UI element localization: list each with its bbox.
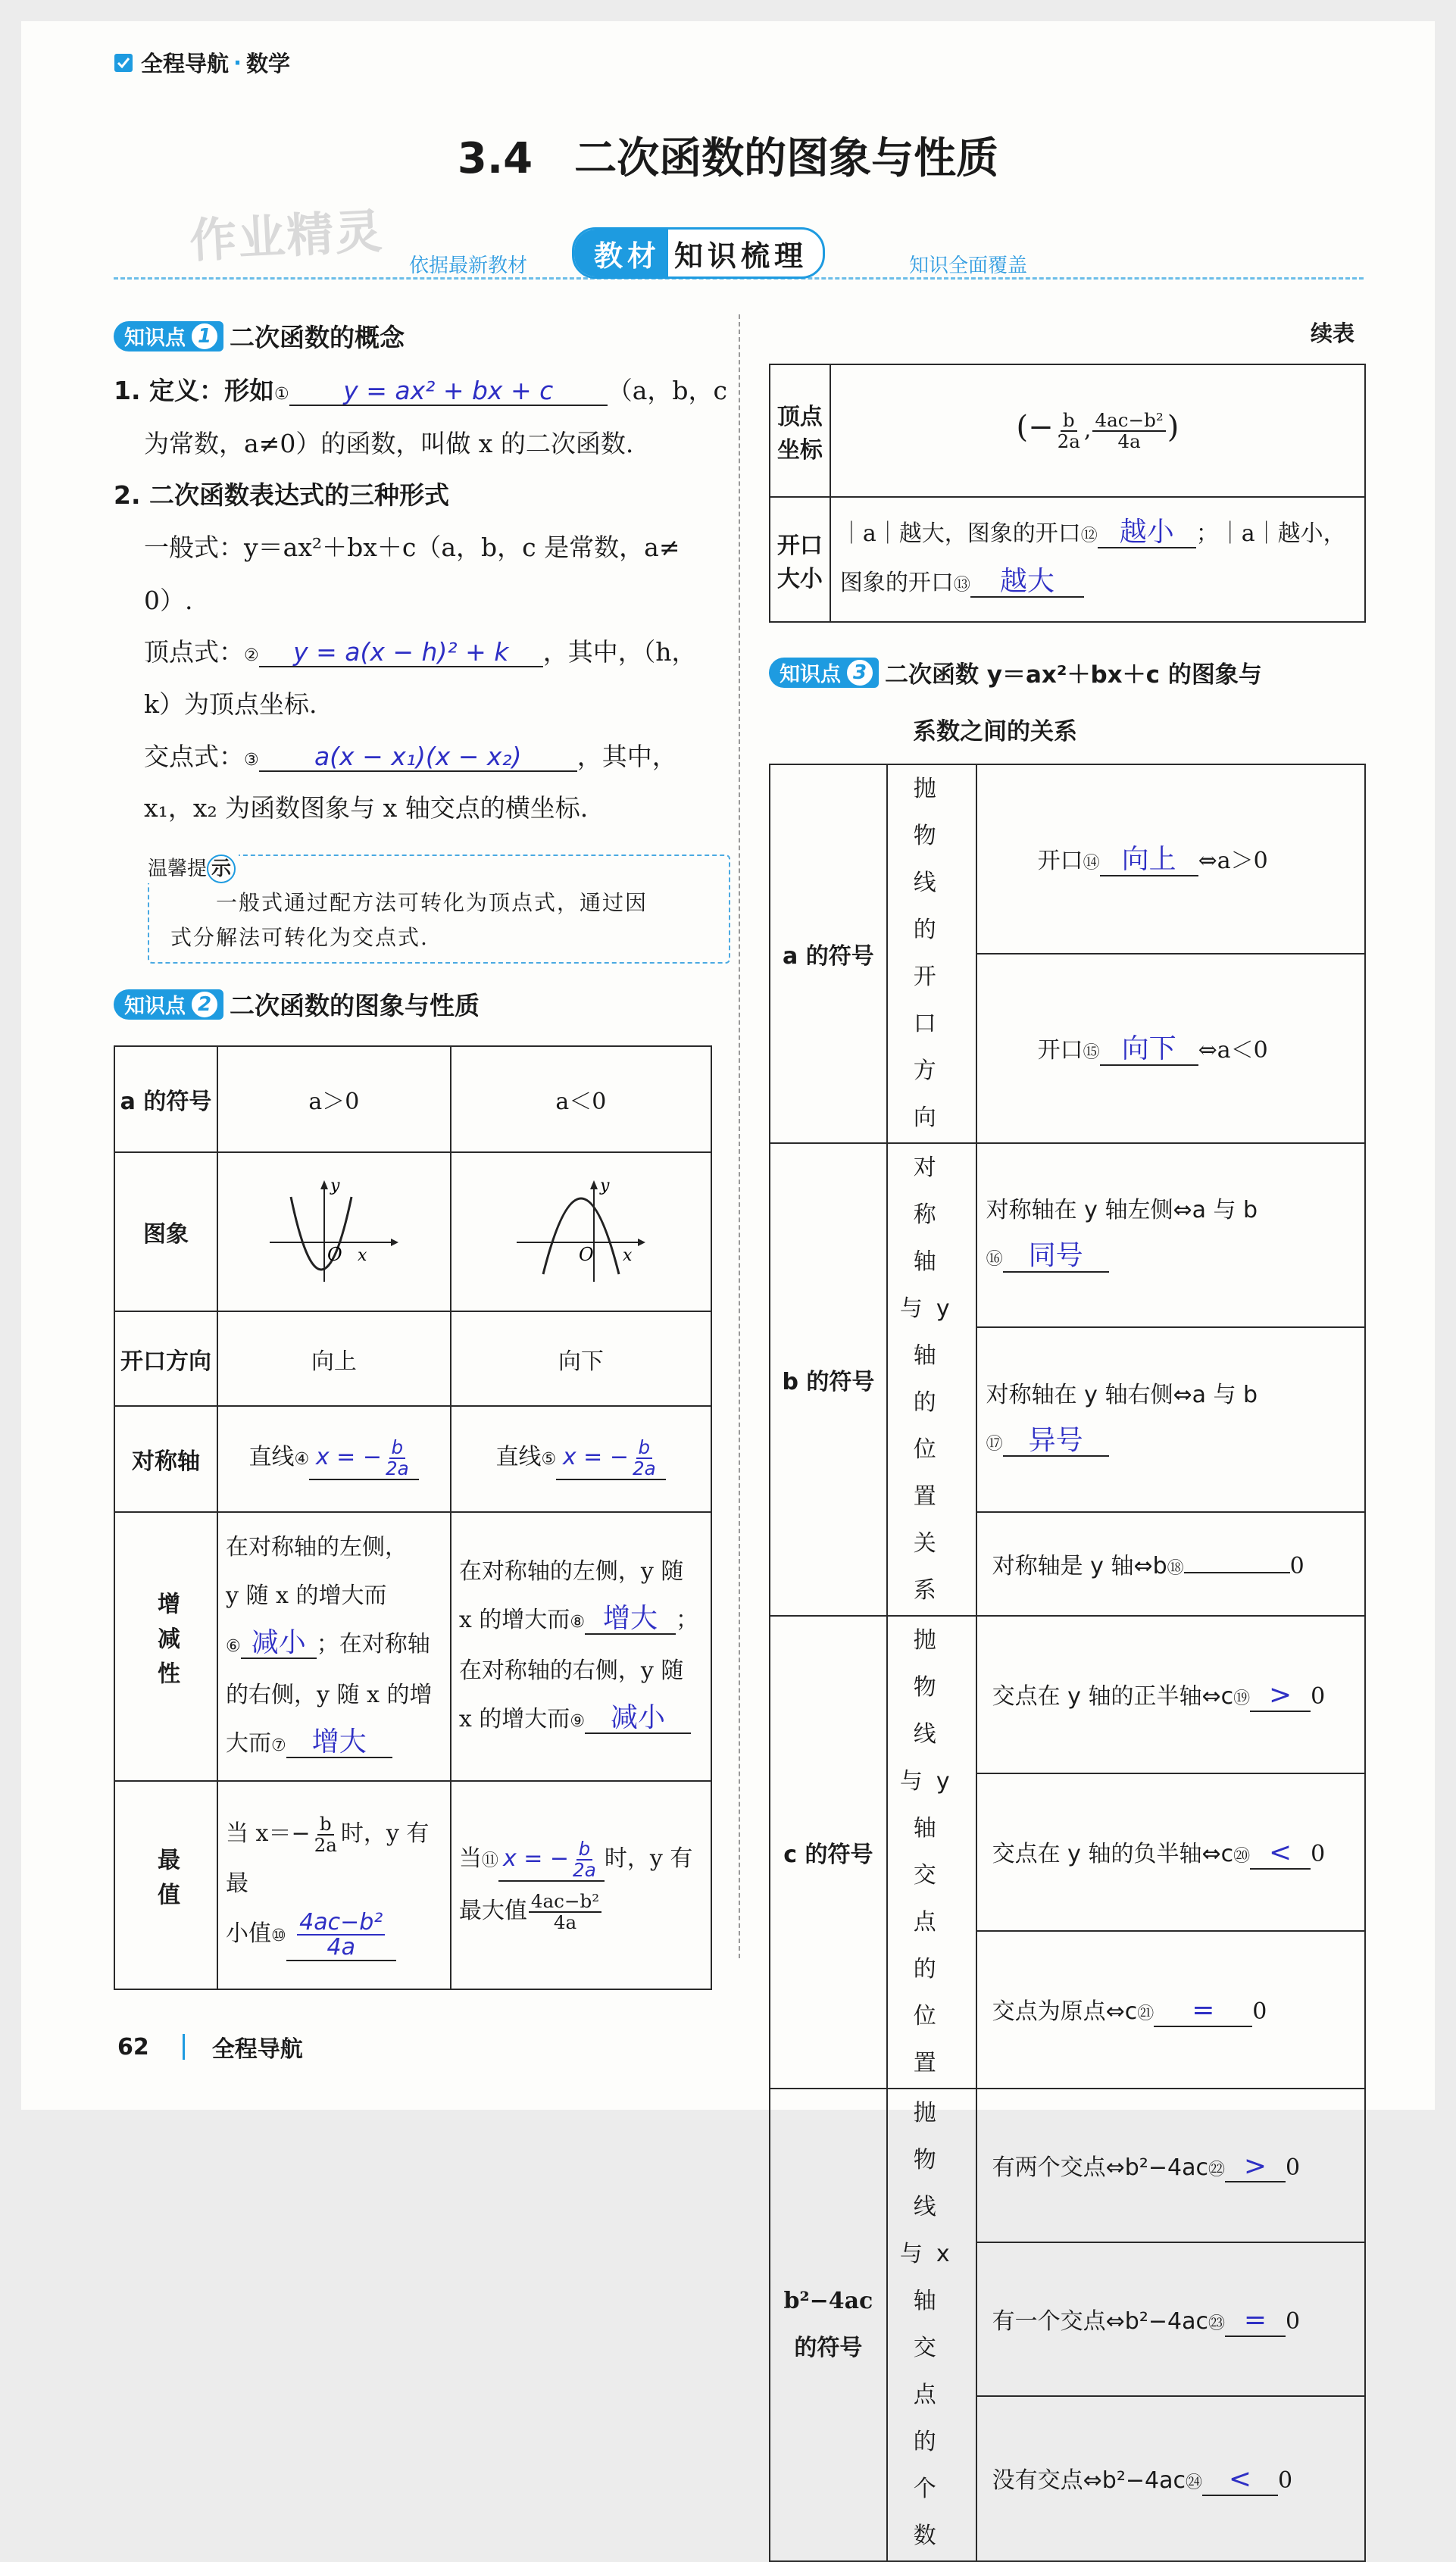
ext-circ-10: ⑩ [271, 1926, 286, 1945]
d-row-3 [976, 2396, 1365, 2561]
def-tail: （a，b，c [607, 376, 728, 405]
d-r3-circ: ㉔ [1185, 2473, 1202, 2493]
inter-answer: a(x − x₁)(x − x₂) [314, 742, 522, 771]
kp1-badge [114, 321, 223, 351]
axis-circ-4: ④ [294, 1450, 310, 1470]
mono-ans-8: 增大 [603, 1602, 658, 1634]
continued-table [769, 364, 1366, 623]
b-r1-text: 对称轴在 y 轴左侧⇔a 与 b [986, 1197, 1258, 1224]
mono-ans-7: 增大 [311, 1726, 367, 1757]
mono-pos-4: 的右侧，y 随 x 的增 [226, 1681, 433, 1708]
mono-pos-5: 大而 [226, 1729, 271, 1757]
c-mid-text: 抛物线与y轴交点的位置 [899, 1627, 964, 2076]
t1-open-hdr: 开口方向 [114, 1311, 217, 1406]
vertex-form-1 [144, 635, 697, 673]
t1-ext-hdr [114, 1781, 217, 1989]
size-3: 图象的开口 [839, 569, 954, 596]
ext-ans-11: x = − [502, 1845, 570, 1872]
t1-sign-hdr: a 的符号 [114, 1046, 217, 1152]
t1-open-pos: 向上 [217, 1311, 451, 1406]
ext-circ-11: ⑪ [481, 1851, 498, 1870]
c-r3-circ: ㉑ [1137, 2004, 1154, 2024]
kp1-heading [114, 318, 405, 354]
vertex-hdr: 顶点坐标 [770, 364, 830, 497]
section-number: 3.4 [457, 134, 533, 183]
kp3-num: 3 [845, 658, 874, 687]
inter-tail: ，其中， [576, 742, 677, 771]
tip-box [148, 855, 730, 964]
d-r1-ans: > [1243, 2150, 1267, 2182]
t1-axis-neg [451, 1406, 711, 1512]
mono-neg-4: 在对称轴的右侧，y 随 [458, 1657, 684, 1684]
t1-open-neg: 向下 [451, 1311, 711, 1406]
axis-num-5: b [636, 1438, 653, 1459]
kp3-title-2: 系数之间的关系 [913, 718, 1077, 745]
def-circ: ① [274, 385, 289, 404]
mono-circ-8: ⑧ [570, 1612, 586, 1632]
parabola-up-graph [262, 1168, 406, 1289]
general-form-2: 0）. [144, 586, 193, 615]
definition-line1 [114, 373, 727, 412]
axis-circ-5: ⑤ [541, 1450, 557, 1470]
kp3-badge [769, 658, 879, 688]
b-row-3 [976, 1512, 1365, 1616]
b-sign-hdr: b 的符号 [770, 1143, 887, 1616]
b-row-1 [976, 1143, 1365, 1327]
a-r1-ans: 向上 [1121, 844, 1176, 876]
kp2-title: 二次函数的图象与性质 [230, 991, 480, 1020]
def-answer: y = ax² + bx + c [343, 376, 554, 405]
a-r2-tail: ⇔a＜0 [1198, 1037, 1268, 1064]
mono-ans-6: 减小 [251, 1626, 306, 1658]
kp2-label: 知识点 [124, 995, 186, 1018]
continued-label: 续表 [1311, 320, 1355, 346]
watermark: 作业精灵 [188, 203, 386, 269]
c-r2-ans: < [1269, 1837, 1292, 1869]
mono-circ-7: ⑦ [271, 1736, 286, 1755]
b-r1-circ: ⑯ [986, 1250, 1003, 1270]
axis-den-5: 2a [632, 1458, 656, 1480]
checkbox-icon [114, 53, 133, 73]
mono-neg-2: x 的增大而 [458, 1606, 570, 1633]
b-r2-ans: 异号 [1028, 1424, 1083, 1456]
kp1-label: 知识点 [124, 326, 186, 350]
banner [114, 227, 1364, 280]
c-r3-ans: = [1192, 1995, 1215, 2026]
c-r1-circ: ⑲ [1233, 1689, 1251, 1709]
mono-pos-3: ；在对称轴 [316, 1630, 430, 1657]
t1-mono-neg [451, 1512, 711, 1781]
ext-pos-num: b [317, 1814, 334, 1836]
t1-ext-neg [451, 1781, 711, 1989]
d-mid-text: 抛物线与x轴交点的个数 [899, 2100, 964, 2549]
ext-neg-2: 时，y 有 [604, 1845, 693, 1872]
tip-text-1: 一般式通过配方法可转化为顶点式，通过因 [216, 890, 648, 915]
a-row-2 [976, 954, 1365, 1143]
footer-brand: 全程导航 [211, 2036, 303, 2063]
origin-label: O [327, 1244, 342, 1265]
size-circ-12: ⑫ [1080, 526, 1098, 545]
a-sign-mid [887, 764, 976, 1143]
c-r2-text: 交点在 y 轴的负半轴⇔c [992, 1841, 1234, 1868]
mono-pos-2: y 随 x 的增大而 [226, 1582, 387, 1609]
b-r2-text: 对称轴在 y 轴右侧⇔a 与 b [986, 1381, 1258, 1408]
ext-pos-den: 2a [314, 1834, 337, 1856]
d-r2-circ: ㉓ [1208, 2314, 1225, 2333]
properties-table [114, 1045, 712, 1990]
c-r2-tail: 0 [1311, 1841, 1326, 1868]
size-2: ；｜a｜越小， [1195, 520, 1346, 547]
t1-mono-pos [217, 1512, 451, 1781]
c-r1-text: 交点在 y 轴的正半轴⇔c [992, 1683, 1234, 1711]
b-r3-circ: ⑱ [1167, 1559, 1184, 1579]
ext-ans-num: 4ac−b² [297, 1911, 385, 1936]
t1-axis-pos [217, 1406, 451, 1512]
a-r1-circ: ⑭ [1083, 854, 1100, 873]
c-r2-circ: ⑳ [1233, 1847, 1251, 1867]
d-row-2 [976, 2242, 1365, 2396]
header-brand: 全程导航 [141, 51, 230, 77]
d-r2-ans: = [1243, 2304, 1267, 2335]
column-divider [739, 314, 740, 1958]
d-sign-mid [887, 2089, 976, 2561]
size-value [830, 497, 1365, 622]
mono-hdr-text: 增减性 [153, 1591, 180, 1696]
vertex-value: (− $\frac{b}{2a}$ , $\frac{\text{4ac−b²}}{4a}$ ) [830, 364, 1365, 497]
size-ans-13: 越大 [999, 565, 1055, 597]
kp2-num: 2 [190, 990, 219, 1019]
b-r2-circ: ⑰ [986, 1434, 1003, 1454]
header [114, 47, 290, 78]
mono-ans-9: 减小 [611, 1701, 666, 1733]
vertex-circ: ② [244, 646, 259, 665]
a-row-1 [976, 764, 1365, 954]
banner-right: 知识全面覆盖 [909, 255, 1028, 277]
banner-badge-2: 知识梳理 [674, 239, 808, 273]
size-circ-13: ⑬ [953, 575, 970, 595]
ext-pos-1: 当 x＝− [226, 1820, 311, 1847]
ext-pos-3: 小值 [226, 1920, 271, 1947]
b-row-2 [976, 1327, 1365, 1511]
ext-neg-1: 当 [458, 1845, 482, 1872]
d-r1-tail: 0 [1285, 2154, 1301, 2181]
c-sign-mid [887, 1616, 976, 2089]
d-r2-tail: 0 [1285, 2307, 1301, 2335]
axis-answer-4: x = − [315, 1444, 382, 1471]
kp2-badge [114, 989, 223, 1020]
b-r3-tail: 0 [1289, 1553, 1304, 1580]
d-hdr-1: b²−4ac [783, 2288, 873, 2314]
ext-pos-2: 时，y 有最 [226, 1820, 430, 1897]
vertex-num2: 4ac−b² [1092, 411, 1165, 432]
origin-label-2: O [578, 1244, 594, 1265]
page-title [0, 125, 1456, 186]
a-mid-text: 抛物线的开口方向 [913, 776, 950, 1131]
d-r3-text: 没有交点⇔b²−4ac [992, 2467, 1186, 2495]
d-sign-hdr [770, 2089, 887, 2561]
section-title: 二次函数的图象与性质 [574, 134, 999, 183]
vertex-den1: 2a [1057, 430, 1080, 453]
def-lead: 1. 定义：形如 [114, 376, 274, 405]
c-r1-tail: 0 [1311, 1683, 1326, 1711]
kp3-heading [769, 655, 1262, 689]
c-row-2 [976, 1773, 1365, 1931]
ext-hdr-text: 最值 [153, 1847, 180, 1917]
axis-den-4: 2a [385, 1458, 409, 1480]
d-r1-text: 有两个交点⇔b²−4ac [992, 2154, 1208, 2181]
axis-answer-5: x = − [562, 1444, 629, 1471]
header-subject: 数学 [246, 51, 291, 77]
ext-neg-3: 最大值 [458, 1898, 527, 1924]
kp3-title: 二次函数 y＝ax²＋bx＋c 的图象与 [885, 661, 1262, 689]
t1-graph-pos [217, 1152, 451, 1311]
forms-heading: 2. 二次函数表达式的三种形式 [114, 480, 449, 510]
a-r2-ans: 向下 [1121, 1033, 1176, 1065]
c-r3-tail: 0 [1252, 1998, 1267, 2026]
mono-circ-6: ⑥ [226, 1636, 241, 1656]
footer [117, 2030, 303, 2064]
general-form-1: 一般式：y＝ax²＋bx＋c（a，b，c 是常数，a≠ [144, 533, 680, 562]
a-r2-circ: ⑮ [1083, 1043, 1100, 1063]
t1-pos-hdr: a＞0 [217, 1046, 451, 1152]
definition-line2: 为常数，a≠0）的函数，叫做 x 的二次函数. [144, 429, 634, 458]
banner-badge [572, 227, 825, 279]
kp3-label: 知识点 [780, 663, 841, 686]
a-r1-tail: ⇔a＞0 [1198, 848, 1268, 875]
inter-circ: ③ [244, 751, 259, 770]
c-sign-hdr: c 的符号 [770, 1616, 887, 2089]
ext-ans-11-num: b [576, 1839, 593, 1861]
kp2-heading [114, 986, 480, 1022]
vertex-tail: ，其中，（h， [542, 637, 697, 667]
axis-x-label-2: x [622, 1246, 633, 1265]
banner-badge-1: 教材 [574, 230, 668, 277]
axis-num-4: b [389, 1438, 406, 1459]
axis-lead: 直线 [248, 1444, 295, 1471]
mono-pos-1: 在对称轴的左侧， [226, 1533, 408, 1561]
d-row-1 [976, 2089, 1365, 2242]
c-r3-text: 交点为原点⇔c [992, 1998, 1138, 2026]
parabola-down-graph [509, 1168, 653, 1289]
mono-circ-9: ⑨ [570, 1711, 586, 1731]
intercept-form-2: x₁，x₂ 为函数图象与 x 轴交点的横坐标. [144, 793, 589, 823]
d-hdr-2: 的符号 [794, 2335, 863, 2361]
d-r3-ans: < [1228, 2464, 1252, 2495]
t1-mono-hdr [114, 1512, 217, 1781]
kp1-num: 1 [190, 322, 219, 351]
d-r2-text: 有一个交点⇔b²−4ac [992, 2307, 1208, 2335]
vertex-lead: 顶点式： [144, 637, 244, 667]
vertex-form-2: k）为顶点坐标. [144, 689, 317, 719]
ext-neg-den: 4a [553, 1911, 577, 1933]
banner-left: 依据最新教材 [409, 255, 528, 277]
kp1-title: 二次函数的概念 [230, 323, 405, 352]
page-number: 62 [117, 2033, 149, 2061]
header-dot: · [233, 49, 242, 76]
vertex-num1: b [1061, 411, 1077, 432]
vertex-answer: y = a(x − h)² + k [293, 637, 509, 667]
intercept-form-1 [144, 739, 677, 778]
c-row-3 [976, 1931, 1365, 2089]
t1-neg-hdr: a＜0 [451, 1046, 711, 1152]
d-r3-tail: 0 [1277, 2467, 1293, 2495]
t1-ext-pos [217, 1781, 451, 1989]
vertex-den2: 4a [1117, 430, 1141, 453]
tip-text-2: 式分解法可转化为交点式. [170, 925, 429, 950]
ext-neg-num: 4ac−b² [529, 1892, 601, 1913]
t1-axis-hdr: 对称轴 [114, 1406, 217, 1512]
ext-ans-den: 4a [327, 1934, 355, 1961]
a-sign-hdr: a 的符号 [770, 764, 887, 1143]
axis-y-label-2: y [599, 1176, 610, 1195]
a-r2-lead: 开口 [1037, 1037, 1083, 1064]
ext-ans-11-den: 2a [573, 1859, 596, 1881]
coefficient-table [769, 764, 1366, 2562]
d-r1-circ: ㉒ [1208, 2160, 1225, 2179]
t1-graph-neg [451, 1152, 711, 1311]
b-r3-text: 对称轴是 y 轴⇔b [992, 1553, 1167, 1580]
tip-label: 温馨提 示 [148, 853, 239, 883]
inter-lead: 交点式： [144, 742, 244, 771]
mono-neg-1: 在对称轴的左侧，y 随 [458, 1558, 684, 1585]
mono-neg-3: ； [676, 1606, 699, 1633]
b-mid-text: 对称轴与y轴的位置关系 [899, 1154, 964, 1604]
c-row-1 [976, 1616, 1365, 1773]
b-sign-mid [887, 1143, 976, 1616]
a-r1-lead: 开口 [1037, 848, 1083, 875]
size-1: ｜a｜越大，图象的开口 [839, 520, 1081, 547]
t1-graph-hdr: 图象 [114, 1152, 217, 1311]
c-r1-ans: > [1269, 1679, 1292, 1711]
size-hdr: 开口大小 [770, 497, 830, 622]
size-ans-12: 越小 [1119, 516, 1174, 548]
axis-y-label: y [330, 1176, 340, 1195]
axis-lead-2: 直线 [495, 1444, 542, 1471]
axis-x-label: x [357, 1246, 367, 1265]
b-r1-ans: 同号 [1028, 1240, 1083, 1272]
mono-neg-5: x 的增大而 [458, 1705, 570, 1732]
